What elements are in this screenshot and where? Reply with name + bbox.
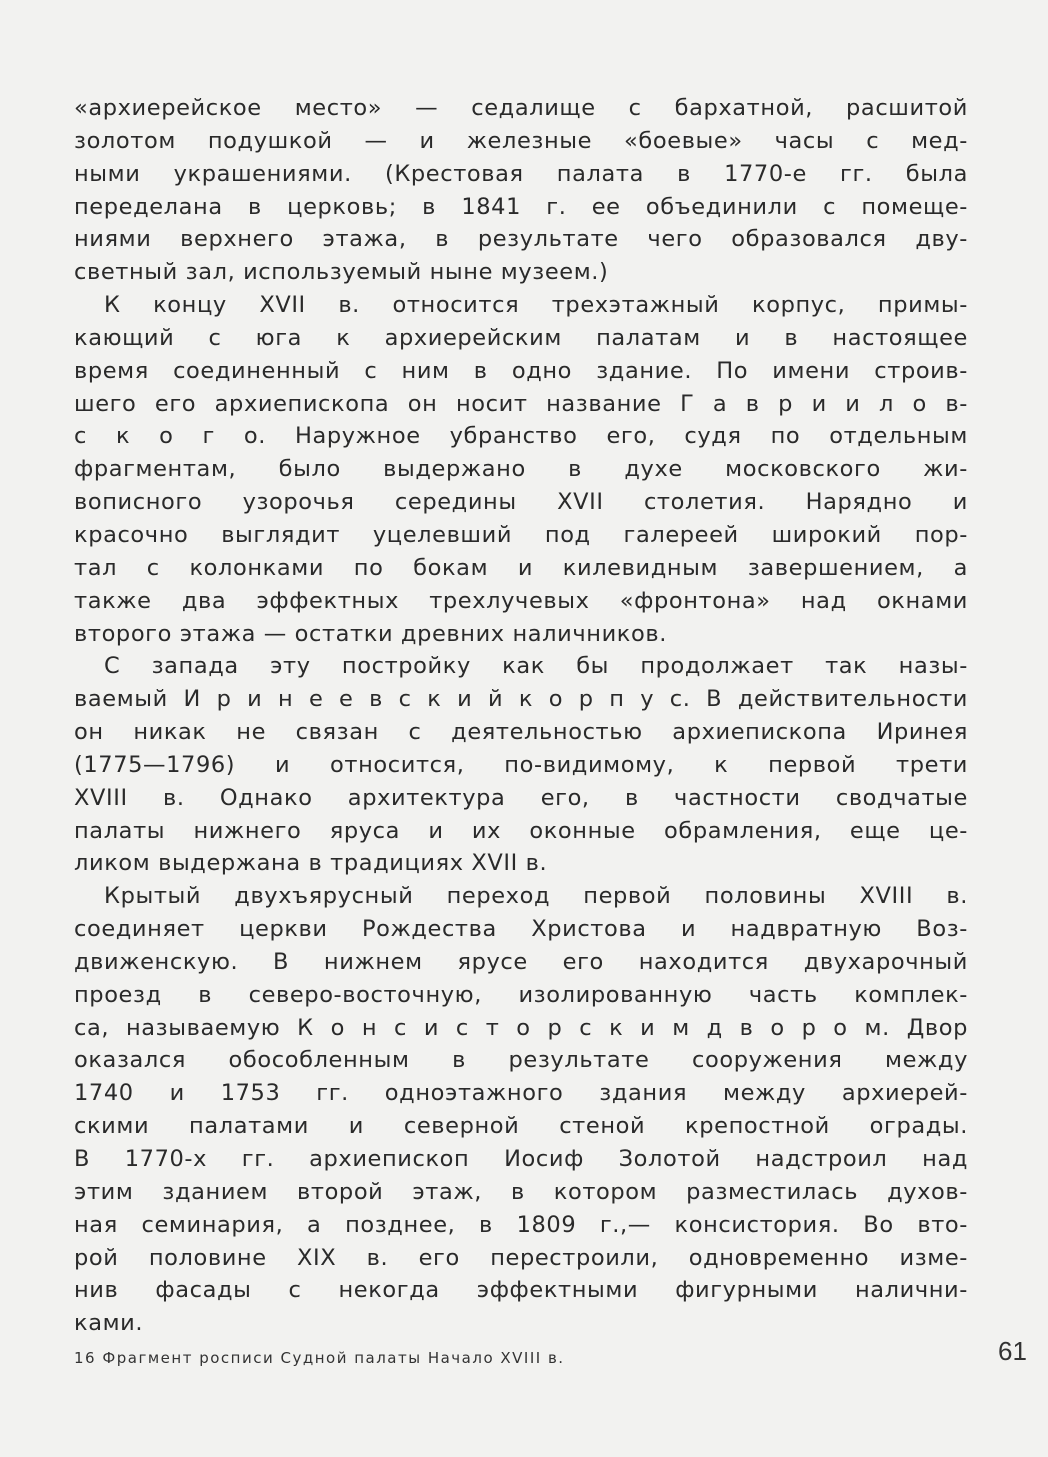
text-line: скими палатами и северной стеной крепостной ограды. xyxy=(74,1113,968,1140)
text-line: Крытый двухъярусный переход первой половины XVIII в. xyxy=(104,883,968,910)
text-line: оказался обособленным в результате сооружения между xyxy=(74,1047,968,1074)
text-line: движенскую. В нижнем ярусе его находится двухарочный xyxy=(74,948,968,975)
text-line: кающий с юга к архиерейским палатам и в настоящее xyxy=(74,324,968,351)
text-line: В 1770-х гг. архиепископ Иосиф Золотой надстроил над xyxy=(74,1146,968,1172)
text-line: золотом подушкой — и железные «боевые» часы с мед- xyxy=(74,127,968,154)
text-line: 1740 и 1753 гг. одноэтажного здания между архиерей- xyxy=(74,1080,968,1107)
text-line: этим зданием второй этаж, в котором разместилась духов- xyxy=(74,1178,968,1205)
text-line: красочно выглядит уцелевший под галереей широкий пор- xyxy=(74,521,968,548)
text-line: шего его архиепископа он носит название Г а в р и и л о в- xyxy=(74,390,968,417)
text-line: ками. xyxy=(74,1310,144,1337)
text-line: ниями верхнего этажа, в результате чего образовался дву- xyxy=(74,226,968,253)
text-line: второго этажа — остатки древних наличников. xyxy=(74,620,667,647)
text-line: фрагментам, было выдержано в духе московского жи- xyxy=(74,456,968,483)
text-line: переделана в церковь; в 1841 г. ее объединили с помеще- xyxy=(74,193,968,220)
text-line: К концу XVII в. относится трехэтажный корпус, примы- xyxy=(104,292,968,319)
text-line: XVIII в. Однако архитектура его, в частности сводчатые xyxy=(74,784,968,811)
text-line: также два эффектных трехлучевых «фронтона» над окнами xyxy=(74,587,968,614)
text-line: с к о г о. Наружное убранство его, судя по отдельным xyxy=(74,423,968,450)
text-line: ными украшениями. (Крестовая палата в 1770-е гг. была xyxy=(74,160,968,187)
text-line: са, называемую К о н с и с т о р с к и м д в о р о м. Двор xyxy=(74,1014,968,1041)
text-line: (1775—1796) и относится, по-видимому, к первой трети xyxy=(74,751,968,778)
text-line: ная семинария, а позднее, в 1809 г.,— консистория. Во вто- xyxy=(74,1211,968,1238)
body-text xyxy=(74,92,968,1340)
figure-caption: 16 Фрагмент росписи Судной палаты Начало XVIII в. xyxy=(74,1349,565,1367)
text-line: он никак не связан с деятельностью архиепископа Иринея xyxy=(74,719,968,746)
text-line: С запада эту постройку как бы продолжает так назы- xyxy=(104,653,968,680)
text-line: палаты нижнего яруса и их оконные обрамления, еще це- xyxy=(74,817,968,844)
text-line: ваемый И р и н е е в с к и й к о р п у с. В действительности xyxy=(74,686,968,713)
text-line: проезд в северо-восточную, изолированную часть комплек- xyxy=(74,981,968,1008)
text-line: вописного узорочья середины XVII столетия. Нарядно и xyxy=(74,489,968,516)
text-line: нив фасады с некогда эффектными фигурными налични- xyxy=(74,1277,968,1304)
text-line: «архиерейское место» — седалище с бархатной, расшитой xyxy=(74,95,968,121)
text-line: ликом выдержана в традициях XVII в. xyxy=(74,850,548,877)
text-line: тал с колонками по бокам и килевидным завершением, а xyxy=(74,554,968,581)
text-line: рой половине XIX в. его перестроили, одновременно изме- xyxy=(74,1244,968,1271)
text-line: время соединенный с ним в одно здание. По имени строив- xyxy=(74,357,968,384)
page-number: 61 xyxy=(998,1336,1027,1366)
text-line: светный зал, используемый ныне музеем.) xyxy=(74,259,609,286)
text-line: соединяет церкви Рождества Христова и надвратную Воз- xyxy=(74,916,968,943)
